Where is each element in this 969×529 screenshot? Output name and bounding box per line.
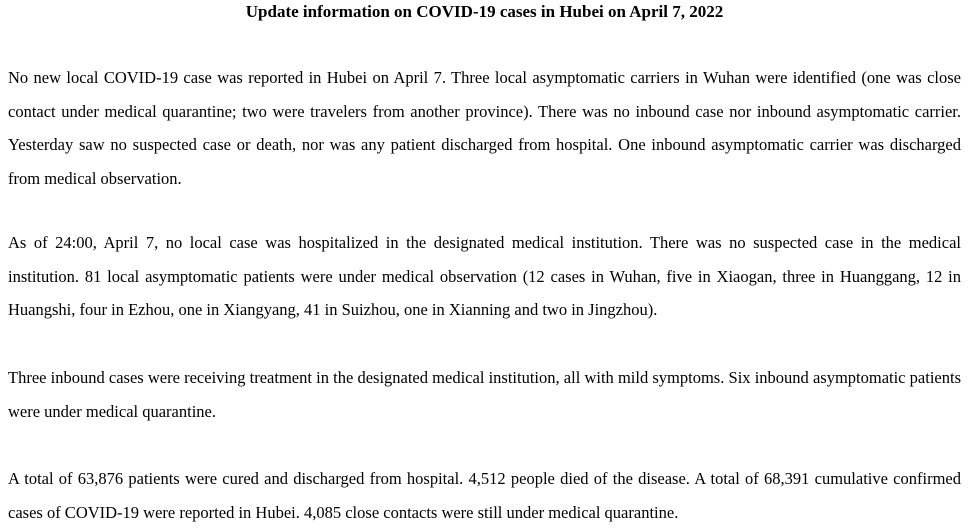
document-title: Update information on COVID-19 cases in Hubei on April 7, 2022: [245, 2, 724, 21]
paragraph-totals: A total of 63,876 patients were cured and discharged from hospital. 4,512 people died of the disease. A total of 68,391 cumulative confirmed cases of COVID-19 were reported in Hubei. 4,085 close contacts were still under medical quarantine.: [8, 469, 961, 522]
paragraph-hospitalization: As of 24:00, April 7, no local case was hospitalized in the designated medical institution. There was no suspected case in the medical institution. 81 local asymptomatic patients were under medical observation (12 cases in Wuhan, five in Xiaogan, three in Huanggang, 12 in Huangshi, four in Ezhou, one in Xiangyang, 41 in Suizhou, one in Xianning and two in Jingzhou).: [8, 233, 961, 319]
paragraph-inbound-cases: Three inbound cases were receiving treatment in the designated medical institution, all with mild symptoms. Six inbound asymptomatic patients were under medical quarantine.: [8, 368, 961, 421]
paragraph-local-cases: No new local COVID-19 case was reported in Hubei on April 7. Three local asymptomatic carriers in Wuhan were identified (one was close contact under medical quarantine; two were travelers from another province). There was no inbound case nor inbound asymptomatic carrier. Yesterday saw no suspected case or death, nor was any patient discharged from hospital. One inbound asymptomatic carrier was discharged from medical observation.: [8, 68, 961, 188]
